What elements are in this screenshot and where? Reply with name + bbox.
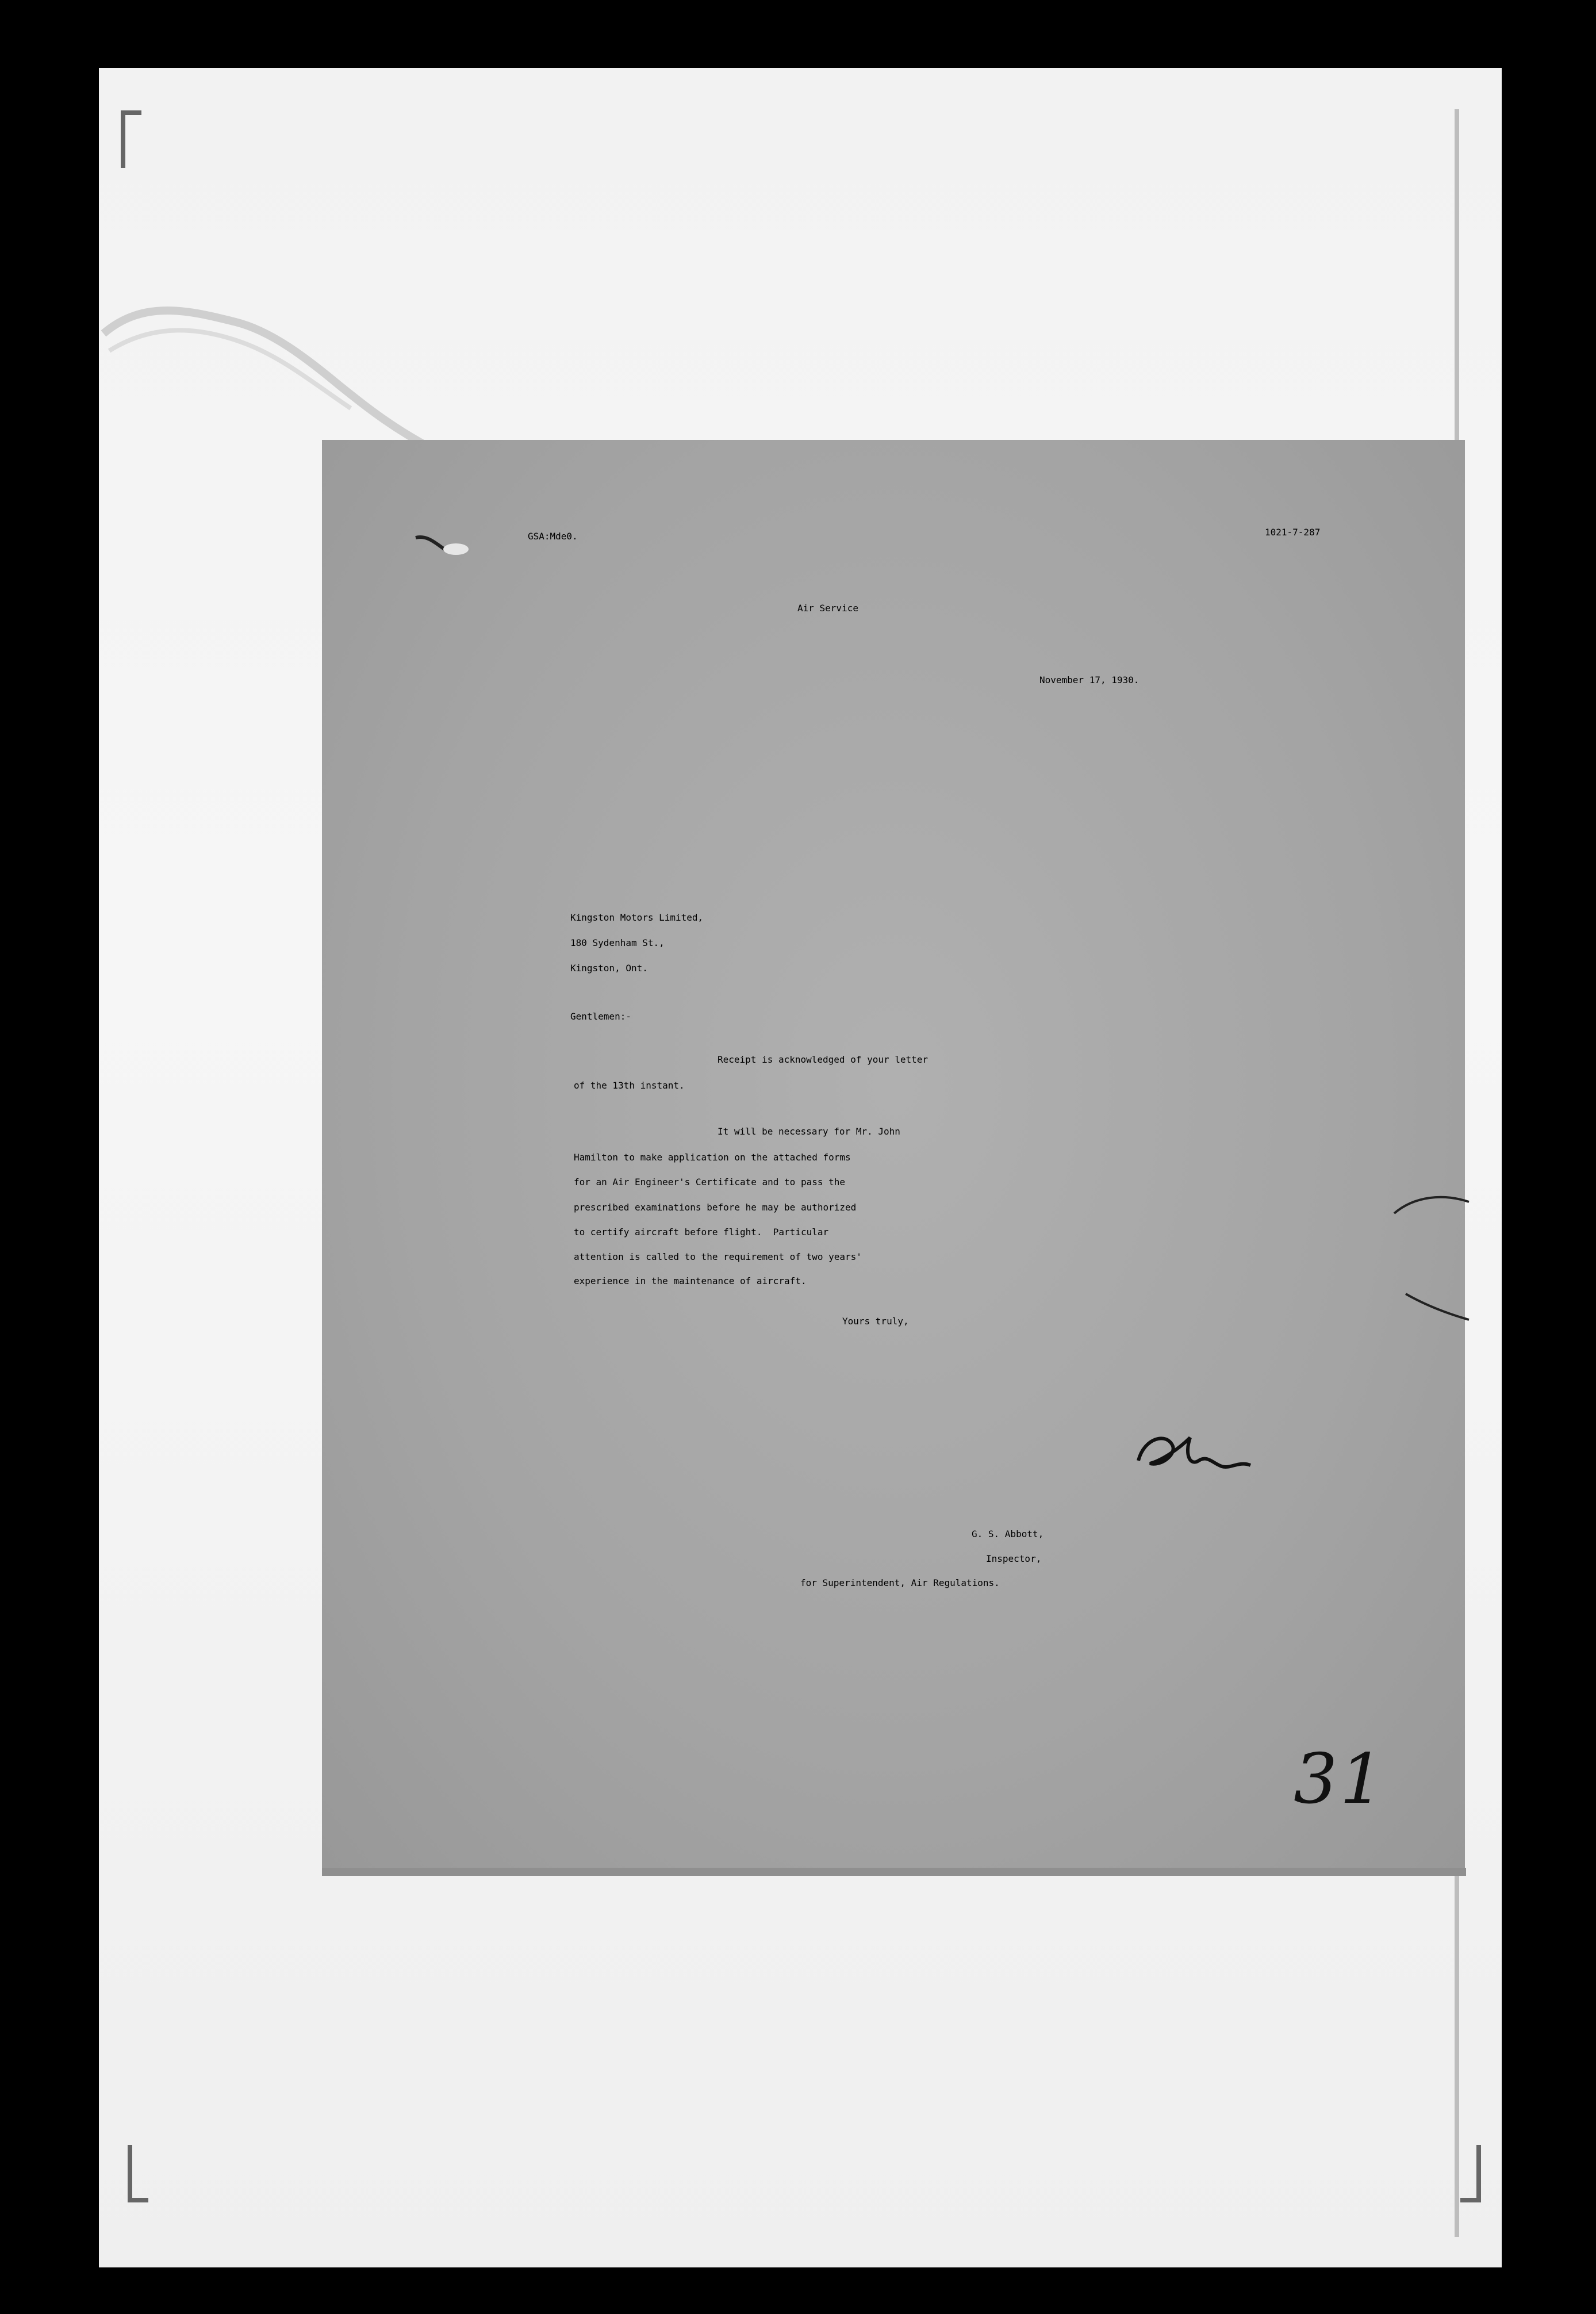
signatory-title: Inspector, <box>986 1553 1042 1564</box>
addressee-line-1: Kingston Motors Limited, <box>570 912 704 923</box>
body-line: attention is called to the requirement of two years' <box>574 1251 862 1262</box>
punch-mark <box>413 532 476 561</box>
closing: Yours truly, <box>842 1316 909 1327</box>
addressee-line-2: 180 Sydenham St., <box>570 937 665 948</box>
signatory-for-line: for Superintendent, Air Regulations. <box>800 1577 1000 1588</box>
paper-fiber-mark <box>98 288 500 460</box>
handwritten-initials-signature <box>1127 1420 1265 1489</box>
edge-scratch-mark <box>1391 1190 1472 1225</box>
body-line: for an Air Engineer's Certificate and to pass the <box>574 1177 846 1187</box>
signatory-name: G. S. Abbott, <box>972 1528 1044 1539</box>
letter-sheet <box>322 440 1465 1872</box>
body-line: Hamilton to make application on the attached forms <box>574 1152 851 1163</box>
sheet-bottom-edge <box>322 1868 1466 1876</box>
letter-date: November 17, 1930. <box>1039 675 1140 685</box>
corner-bracket-top-left <box>121 110 141 168</box>
department-heading: Air Service <box>797 603 858 614</box>
file-number: 1021-7-287 <box>1265 527 1321 538</box>
body-line: Receipt is acknowledged of your letter <box>718 1054 929 1065</box>
reference-initials: GSA:Mde0. <box>528 531 578 542</box>
body-line: to certify aircraft before flight. Particular <box>574 1227 829 1238</box>
edge-scratch-mark <box>1403 1288 1472 1323</box>
body-line: It will be necessary for Mr. John <box>718 1126 900 1137</box>
handwritten-page-number: 31 <box>1294 1740 1386 1819</box>
salutation: Gentlemen:- <box>570 1011 631 1022</box>
body-line: of the 13th instant. <box>574 1080 685 1091</box>
corner-bracket-bottom-left <box>128 2145 148 2202</box>
corner-bracket-bottom-right <box>1460 2145 1481 2202</box>
body-line: prescribed examinations before he may be authorized <box>574 1202 857 1213</box>
addressee-line-3: Kingston, Ont. <box>570 963 648 974</box>
body-line: experience in the maintenance of aircraft. <box>574 1275 807 1286</box>
